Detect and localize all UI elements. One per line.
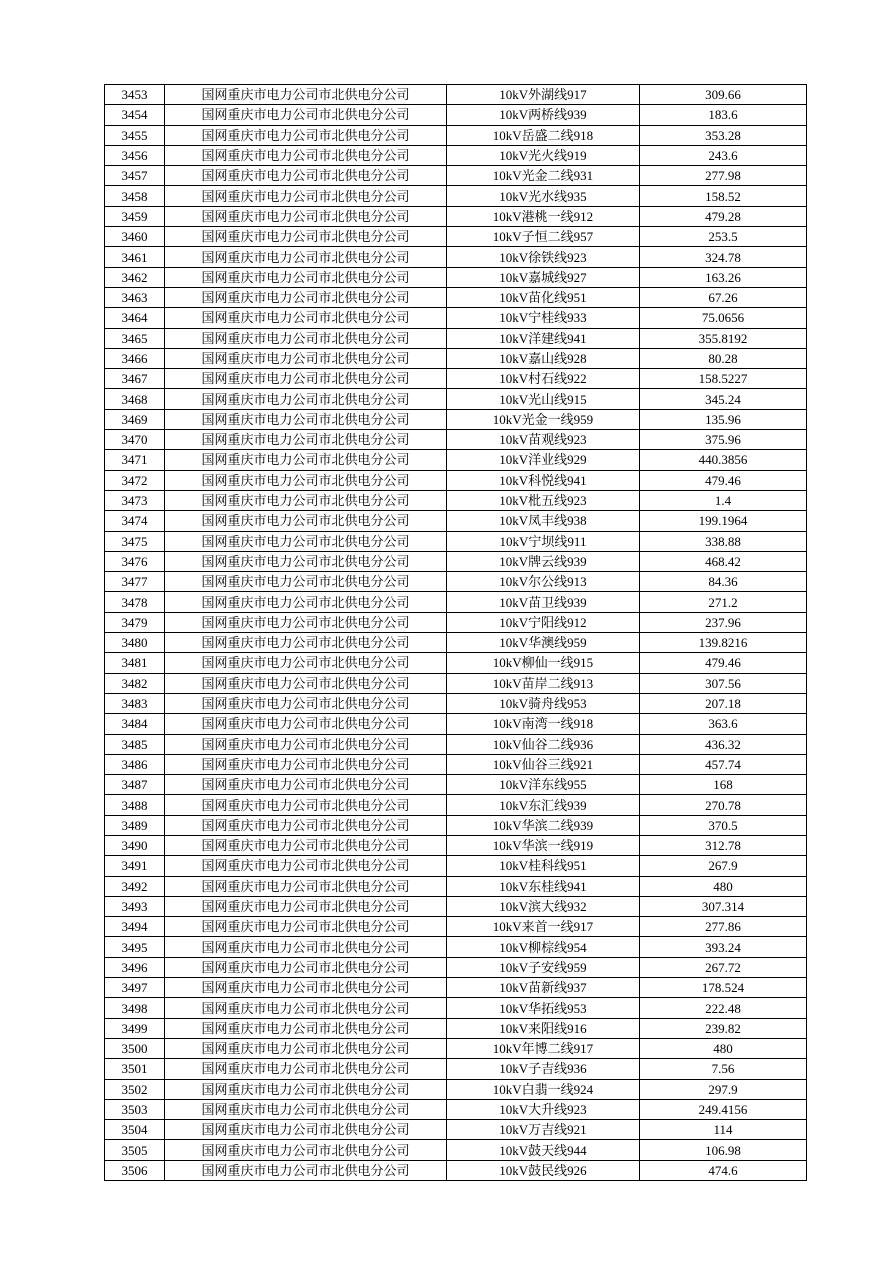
line-name-cell: 10kV港桃一线912 xyxy=(447,206,640,226)
company-cell: 国网重庆市电力公司市北供电分公司 xyxy=(165,227,447,247)
table-row xyxy=(105,835,807,855)
company-cell: 国网重庆市电力公司市北供电分公司 xyxy=(165,1018,447,1038)
table-row xyxy=(105,1079,807,1099)
value-cell: 307.56 xyxy=(640,673,807,693)
value-cell: 457.74 xyxy=(640,754,807,774)
table-row xyxy=(105,572,807,592)
table-row xyxy=(105,896,807,916)
value-cell: 355.8192 xyxy=(640,328,807,348)
value-cell: 207.18 xyxy=(640,693,807,713)
value-cell: 436.32 xyxy=(640,734,807,754)
company-cell: 国网重庆市电力公司市北供电分公司 xyxy=(165,978,447,998)
row-id-cell: 3467 xyxy=(105,369,165,389)
value-cell: 243.6 xyxy=(640,145,807,165)
table-row xyxy=(105,531,807,551)
table-row xyxy=(105,633,807,653)
row-id-cell: 3457 xyxy=(105,166,165,186)
value-cell: 1.4 xyxy=(640,490,807,510)
value-cell: 474.6 xyxy=(640,1160,807,1180)
line-name-cell: 10kV桂科线951 xyxy=(447,856,640,876)
line-name-cell: 10kV苗岸二线913 xyxy=(447,673,640,693)
line-name-cell: 10kV光金二线931 xyxy=(447,166,640,186)
table-row xyxy=(105,856,807,876)
value-cell: 345.24 xyxy=(640,389,807,409)
value-cell: 270.78 xyxy=(640,795,807,815)
line-name-cell: 10kV鼓民线926 xyxy=(447,1160,640,1180)
company-cell: 国网重庆市电力公司市北供电分公司 xyxy=(165,206,447,226)
table-row xyxy=(105,1018,807,1038)
value-cell: 158.5227 xyxy=(640,369,807,389)
company-cell: 国网重庆市电力公司市北供电分公司 xyxy=(165,693,447,713)
value-cell: 324.78 xyxy=(640,247,807,267)
value-cell: 297.9 xyxy=(640,1079,807,1099)
line-name-cell: 10kV年博二线917 xyxy=(447,1038,640,1058)
row-id-cell: 3485 xyxy=(105,734,165,754)
company-cell: 国网重庆市电力公司市北供电分公司 xyxy=(165,1079,447,1099)
line-name-cell: 10kV大升线923 xyxy=(447,1099,640,1119)
company-cell: 国网重庆市电力公司市北供电分公司 xyxy=(165,308,447,328)
line-name-cell: 10kV柳仙一线915 xyxy=(447,653,640,673)
value-cell: 479.46 xyxy=(640,653,807,673)
row-id-cell: 3487 xyxy=(105,775,165,795)
table-row xyxy=(105,409,807,429)
row-id-cell: 3468 xyxy=(105,389,165,409)
value-cell: 363.6 xyxy=(640,714,807,734)
company-cell: 国网重庆市电力公司市北供电分公司 xyxy=(165,937,447,957)
line-name-cell: 10kV牌云线939 xyxy=(447,551,640,571)
company-cell: 国网重庆市电力公司市北供电分公司 xyxy=(165,328,447,348)
line-name-cell: 10kV嘉山线928 xyxy=(447,348,640,368)
line-name-cell: 10kV徐铁线923 xyxy=(447,247,640,267)
row-id-cell: 3486 xyxy=(105,754,165,774)
company-cell: 国网重庆市电力公司市北供电分公司 xyxy=(165,795,447,815)
value-cell: 158.52 xyxy=(640,186,807,206)
line-name-cell: 10kV洋东线955 xyxy=(447,775,640,795)
line-name-cell: 10kV白翡一线924 xyxy=(447,1079,640,1099)
company-cell: 国网重庆市电力公司市北供电分公司 xyxy=(165,572,447,592)
line-name-cell: 10kV柳棕线954 xyxy=(447,937,640,957)
row-id-cell: 3498 xyxy=(105,998,165,1018)
value-cell: 479.46 xyxy=(640,470,807,490)
table-row xyxy=(105,653,807,673)
value-cell: 106.98 xyxy=(640,1140,807,1160)
company-cell: 国网重庆市电力公司市北供电分公司 xyxy=(165,775,447,795)
value-cell: 309.66 xyxy=(640,85,807,105)
line-name-cell: 10kV仙谷二线936 xyxy=(447,734,640,754)
table-row xyxy=(105,227,807,247)
row-id-cell: 3474 xyxy=(105,511,165,531)
table-row xyxy=(105,470,807,490)
company-cell: 国网重庆市电力公司市北供电分公司 xyxy=(165,531,447,551)
company-cell: 国网重庆市电力公司市北供电分公司 xyxy=(165,754,447,774)
value-cell: 222.48 xyxy=(640,998,807,1018)
line-name-cell: 10kV苗卫线939 xyxy=(447,592,640,612)
company-cell: 国网重庆市电力公司市北供电分公司 xyxy=(165,267,447,287)
line-name-cell: 10kV宁桂线933 xyxy=(447,308,640,328)
company-cell: 国网重庆市电力公司市北供电分公司 xyxy=(165,247,447,267)
value-cell: 80.28 xyxy=(640,348,807,368)
row-id-cell: 3504 xyxy=(105,1120,165,1140)
line-name-cell: 10kV洋建线941 xyxy=(447,328,640,348)
company-cell: 国网重庆市电力公司市北供电分公司 xyxy=(165,125,447,145)
table-row xyxy=(105,389,807,409)
line-name-cell: 10kV两桥线939 xyxy=(447,105,640,125)
value-cell: 135.96 xyxy=(640,409,807,429)
row-id-cell: 3500 xyxy=(105,1038,165,1058)
line-name-cell: 10kV万吉线921 xyxy=(447,1120,640,1140)
row-id-cell: 3505 xyxy=(105,1140,165,1160)
row-id-cell: 3499 xyxy=(105,1018,165,1038)
table-row xyxy=(105,348,807,368)
table-row xyxy=(105,85,807,105)
company-cell: 国网重庆市电力公司市北供电分公司 xyxy=(165,186,447,206)
line-name-cell: 10kV嘉城线927 xyxy=(447,267,640,287)
row-id-cell: 3481 xyxy=(105,653,165,673)
row-id-cell: 3488 xyxy=(105,795,165,815)
row-id-cell: 3501 xyxy=(105,1059,165,1079)
line-name-cell: 10kV枇五线923 xyxy=(447,490,640,510)
row-id-cell: 3484 xyxy=(105,714,165,734)
table-row xyxy=(105,145,807,165)
table-row xyxy=(105,937,807,957)
table-row xyxy=(105,1099,807,1119)
row-id-cell: 3482 xyxy=(105,673,165,693)
company-cell: 国网重庆市电力公司市北供电分公司 xyxy=(165,815,447,835)
line-name-cell: 10kV科悦线941 xyxy=(447,470,640,490)
company-cell: 国网重庆市电力公司市北供电分公司 xyxy=(165,145,447,165)
table-row xyxy=(105,287,807,307)
company-cell: 国网重庆市电力公司市北供电分公司 xyxy=(165,287,447,307)
value-cell: 480 xyxy=(640,1038,807,1058)
company-cell: 国网重庆市电力公司市北供电分公司 xyxy=(165,734,447,754)
company-cell: 国网重庆市电力公司市北供电分公司 xyxy=(165,1038,447,1058)
company-cell: 国网重庆市电力公司市北供电分公司 xyxy=(165,1140,447,1160)
value-cell: 479.28 xyxy=(640,206,807,226)
company-cell: 国网重庆市电力公司市北供电分公司 xyxy=(165,409,447,429)
row-id-cell: 3472 xyxy=(105,470,165,490)
row-id-cell: 3489 xyxy=(105,815,165,835)
row-id-cell: 3480 xyxy=(105,633,165,653)
line-name-cell: 10kV来阳线916 xyxy=(447,1018,640,1038)
line-name-cell: 10kV东汇线939 xyxy=(447,795,640,815)
table-row xyxy=(105,1059,807,1079)
line-name-cell: 10kV仙谷三线921 xyxy=(447,754,640,774)
company-cell: 国网重庆市电力公司市北供电分公司 xyxy=(165,1120,447,1140)
value-cell: 67.26 xyxy=(640,287,807,307)
row-id-cell: 3454 xyxy=(105,105,165,125)
table-row xyxy=(105,308,807,328)
value-cell: 163.26 xyxy=(640,267,807,287)
table-row xyxy=(105,1120,807,1140)
line-name-cell: 10kV苗新线937 xyxy=(447,978,640,998)
table-row xyxy=(105,876,807,896)
value-cell: 7.56 xyxy=(640,1059,807,1079)
company-cell: 国网重庆市电力公司市北供电分公司 xyxy=(165,470,447,490)
value-cell: 239.82 xyxy=(640,1018,807,1038)
value-cell: 370.5 xyxy=(640,815,807,835)
table-row xyxy=(105,551,807,571)
company-cell: 国网重庆市电力公司市北供电分公司 xyxy=(165,166,447,186)
line-name-cell: 10kV苗观线923 xyxy=(447,430,640,450)
line-name-cell: 10kV凤丰线938 xyxy=(447,511,640,531)
value-cell: 237.96 xyxy=(640,612,807,632)
row-id-cell: 3458 xyxy=(105,186,165,206)
table-row xyxy=(105,673,807,693)
line-name-cell: 10kV苗化线951 xyxy=(447,287,640,307)
line-name-cell: 10kV华滨二线939 xyxy=(447,815,640,835)
company-cell: 国网重庆市电力公司市北供电分公司 xyxy=(165,85,447,105)
value-cell: 307.314 xyxy=(640,896,807,916)
row-id-cell: 3469 xyxy=(105,409,165,429)
line-name-cell: 10kV子安线959 xyxy=(447,957,640,977)
table-row xyxy=(105,612,807,632)
row-id-cell: 3490 xyxy=(105,835,165,855)
company-cell: 国网重庆市电力公司市北供电分公司 xyxy=(165,551,447,571)
line-name-cell: 10kV尔公线913 xyxy=(447,572,640,592)
row-id-cell: 3483 xyxy=(105,693,165,713)
table-row xyxy=(105,693,807,713)
line-name-cell: 10kV村石线922 xyxy=(447,369,640,389)
table-row xyxy=(105,247,807,267)
table-row xyxy=(105,186,807,206)
row-id-cell: 3464 xyxy=(105,308,165,328)
row-id-cell: 3493 xyxy=(105,896,165,916)
table-row xyxy=(105,917,807,937)
row-id-cell: 3496 xyxy=(105,957,165,977)
row-id-cell: 3473 xyxy=(105,490,165,510)
row-id-cell: 3471 xyxy=(105,450,165,470)
company-cell: 国网重庆市电力公司市北供电分公司 xyxy=(165,1160,447,1180)
value-cell: 277.86 xyxy=(640,917,807,937)
line-name-cell: 10kV子吉线936 xyxy=(447,1059,640,1079)
company-cell: 国网重庆市电力公司市北供电分公司 xyxy=(165,957,447,977)
value-cell: 480 xyxy=(640,876,807,896)
table-row xyxy=(105,369,807,389)
row-id-cell: 3491 xyxy=(105,856,165,876)
company-cell: 国网重庆市电力公司市北供电分公司 xyxy=(165,633,447,653)
company-cell: 国网重庆市电力公司市北供电分公司 xyxy=(165,917,447,937)
company-cell: 国网重庆市电力公司市北供电分公司 xyxy=(165,592,447,612)
table-row xyxy=(105,734,807,754)
row-id-cell: 3456 xyxy=(105,145,165,165)
row-id-cell: 3506 xyxy=(105,1160,165,1180)
company-cell: 国网重庆市电力公司市北供电分公司 xyxy=(165,490,447,510)
value-cell: 375.96 xyxy=(640,430,807,450)
company-cell: 国网重庆市电力公司市北供电分公司 xyxy=(165,653,447,673)
row-id-cell: 3460 xyxy=(105,227,165,247)
value-cell: 114 xyxy=(640,1120,807,1140)
row-id-cell: 3462 xyxy=(105,267,165,287)
value-cell: 168 xyxy=(640,775,807,795)
value-cell: 199.1964 xyxy=(640,511,807,531)
company-cell: 国网重庆市电力公司市北供电分公司 xyxy=(165,511,447,531)
company-cell: 国网重庆市电力公司市北供电分公司 xyxy=(165,856,447,876)
row-id-cell: 3470 xyxy=(105,430,165,450)
line-name-cell: 10kV华澳线959 xyxy=(447,633,640,653)
line-name-cell: 10kV岳盛二线918 xyxy=(447,125,640,145)
table-row xyxy=(105,166,807,186)
power-line-table xyxy=(104,84,807,1181)
row-id-cell: 3492 xyxy=(105,876,165,896)
row-id-cell: 3494 xyxy=(105,917,165,937)
row-id-cell: 3463 xyxy=(105,287,165,307)
value-cell: 75.0656 xyxy=(640,308,807,328)
row-id-cell: 3459 xyxy=(105,206,165,226)
row-id-cell: 3502 xyxy=(105,1079,165,1099)
company-cell: 国网重庆市电力公司市北供电分公司 xyxy=(165,369,447,389)
value-cell: 253.5 xyxy=(640,227,807,247)
value-cell: 440.3856 xyxy=(640,450,807,470)
line-name-cell: 10kV骑舟线953 xyxy=(447,693,640,713)
line-name-cell: 10kV洋业线929 xyxy=(447,450,640,470)
line-name-cell: 10kV鼓天线944 xyxy=(447,1140,640,1160)
table-row xyxy=(105,957,807,977)
table-row xyxy=(105,328,807,348)
table-row xyxy=(105,795,807,815)
line-name-cell: 10kV华滨一线919 xyxy=(447,835,640,855)
value-cell: 393.24 xyxy=(640,937,807,957)
company-cell: 国网重庆市电力公司市北供电分公司 xyxy=(165,430,447,450)
company-cell: 国网重庆市电力公司市北供电分公司 xyxy=(165,450,447,470)
table-row xyxy=(105,775,807,795)
table-row xyxy=(105,815,807,835)
value-cell: 468.42 xyxy=(640,551,807,571)
row-id-cell: 3497 xyxy=(105,978,165,998)
table-row xyxy=(105,105,807,125)
value-cell: 353.28 xyxy=(640,125,807,145)
company-cell: 国网重庆市电力公司市北供电分公司 xyxy=(165,998,447,1018)
value-cell: 139.8216 xyxy=(640,633,807,653)
table-body xyxy=(105,85,807,1181)
line-name-cell: 10kV东桂线941 xyxy=(447,876,640,896)
company-cell: 国网重庆市电力公司市北供电分公司 xyxy=(165,105,447,125)
table-row xyxy=(105,125,807,145)
table-row xyxy=(105,430,807,450)
row-id-cell: 3476 xyxy=(105,551,165,571)
value-cell: 178.524 xyxy=(640,978,807,998)
row-id-cell: 3503 xyxy=(105,1099,165,1119)
value-cell: 338.88 xyxy=(640,531,807,551)
row-id-cell: 3453 xyxy=(105,85,165,105)
table-row xyxy=(105,1160,807,1180)
company-cell: 国网重庆市电力公司市北供电分公司 xyxy=(165,896,447,916)
row-id-cell: 3465 xyxy=(105,328,165,348)
company-cell: 国网重庆市电力公司市北供电分公司 xyxy=(165,1059,447,1079)
value-cell: 183.6 xyxy=(640,105,807,125)
line-name-cell: 10kV宁坝线911 xyxy=(447,531,640,551)
row-id-cell: 3461 xyxy=(105,247,165,267)
row-id-cell: 3477 xyxy=(105,572,165,592)
table-row xyxy=(105,978,807,998)
table-row xyxy=(105,714,807,734)
line-name-cell: 10kV子恒二线957 xyxy=(447,227,640,247)
value-cell: 84.36 xyxy=(640,572,807,592)
value-cell: 249.4156 xyxy=(640,1099,807,1119)
company-cell: 国网重庆市电力公司市北供电分公司 xyxy=(165,389,447,409)
line-name-cell: 10kV光水线935 xyxy=(447,186,640,206)
row-id-cell: 3455 xyxy=(105,125,165,145)
company-cell: 国网重庆市电力公司市北供电分公司 xyxy=(165,612,447,632)
table-row xyxy=(105,998,807,1018)
line-name-cell: 10kV光山线915 xyxy=(447,389,640,409)
company-cell: 国网重庆市电力公司市北供电分公司 xyxy=(165,348,447,368)
line-name-cell: 10kV南湾一线918 xyxy=(447,714,640,734)
row-id-cell: 3475 xyxy=(105,531,165,551)
company-cell: 国网重庆市电力公司市北供电分公司 xyxy=(165,1099,447,1119)
line-name-cell: 10kV光火线919 xyxy=(447,145,640,165)
table-row xyxy=(105,450,807,470)
value-cell: 271.2 xyxy=(640,592,807,612)
line-name-cell: 10kV光金一线959 xyxy=(447,409,640,429)
table-row xyxy=(105,592,807,612)
table-row xyxy=(105,206,807,226)
table-row xyxy=(105,1140,807,1160)
company-cell: 国网重庆市电力公司市北供电分公司 xyxy=(165,876,447,896)
value-cell: 277.98 xyxy=(640,166,807,186)
company-cell: 国网重庆市电力公司市北供电分公司 xyxy=(165,835,447,855)
table-row xyxy=(105,490,807,510)
row-id-cell: 3479 xyxy=(105,612,165,632)
company-cell: 国网重庆市电力公司市北供电分公司 xyxy=(165,714,447,734)
row-id-cell: 3495 xyxy=(105,937,165,957)
table-row xyxy=(105,1038,807,1058)
row-id-cell: 3466 xyxy=(105,348,165,368)
value-cell: 267.9 xyxy=(640,856,807,876)
row-id-cell: 3478 xyxy=(105,592,165,612)
company-cell: 国网重庆市电力公司市北供电分公司 xyxy=(165,673,447,693)
value-cell: 267.72 xyxy=(640,957,807,977)
table-row xyxy=(105,511,807,531)
line-name-cell: 10kV来首一线917 xyxy=(447,917,640,937)
table-row xyxy=(105,754,807,774)
line-name-cell: 10kV滨大线932 xyxy=(447,896,640,916)
line-name-cell: 10kV外湖线917 xyxy=(447,85,640,105)
value-cell: 312.78 xyxy=(640,835,807,855)
table-row xyxy=(105,267,807,287)
line-name-cell: 10kV宁阳线912 xyxy=(447,612,640,632)
line-name-cell: 10kV华拓线953 xyxy=(447,998,640,1018)
